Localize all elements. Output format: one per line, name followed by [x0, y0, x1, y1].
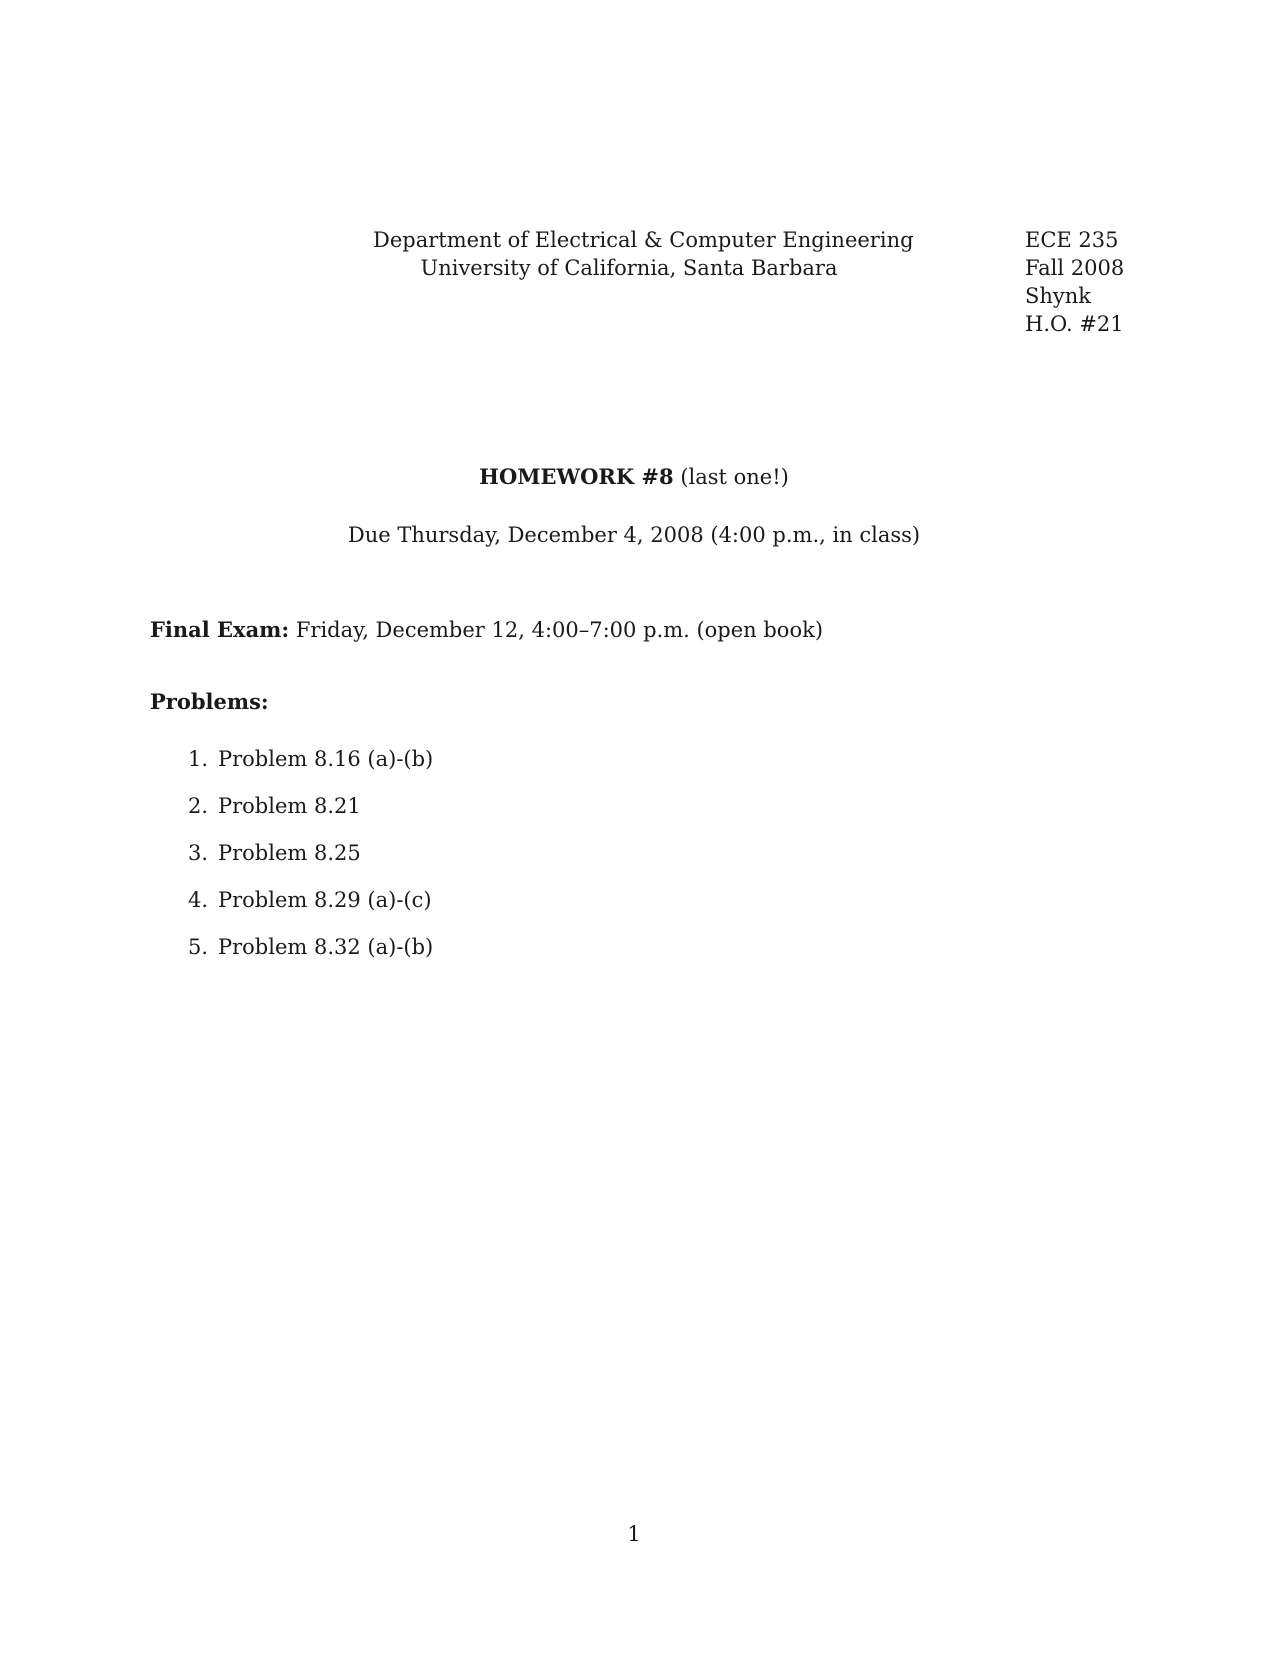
- item-number: 3.: [187, 841, 208, 865]
- handout-number: H.O. #21: [1025, 312, 1124, 336]
- list-item: [172, 886, 433, 933]
- department-name: Department of Electrical & Computer Engineering: [373, 228, 914, 252]
- homework-title: [0, 463, 1268, 491]
- final-exam-text: Friday, December 12, 4:00–7:00 p.m. (open book): [295, 618, 824, 642]
- item-text: Problem 8.29 (a)-(c): [218, 888, 432, 912]
- item-text: Problem 8.21: [218, 794, 361, 818]
- item-number: 1.: [187, 747, 208, 771]
- item-text: Problem 8.16 (a)-(b): [218, 747, 434, 771]
- item-text: Problem 8.32 (a)-(b): [218, 935, 434, 959]
- final-exam-label: Final Exam:: [150, 617, 290, 642]
- homework-title-note: (last one!): [680, 465, 789, 489]
- item-number: 5.: [187, 935, 208, 959]
- page-number: 1: [627, 1522, 641, 1546]
- list-item: [172, 839, 433, 886]
- list-item: [172, 933, 433, 980]
- list-item: [172, 792, 433, 839]
- problems-heading: Problems:: [150, 689, 269, 714]
- course-code: ECE 235: [1025, 228, 1119, 252]
- item-text: Problem 8.25: [218, 841, 361, 865]
- homework-title-main: HOMEWORK #8: [479, 464, 674, 489]
- university-name: University of California, Santa Barbara: [420, 256, 838, 280]
- due-date: Due Thursday, December 4, 2008 (4:00 p.m., in class): [347, 523, 921, 547]
- instructor: Shynk: [1025, 284, 1092, 308]
- problems-list: [172, 745, 433, 980]
- list-item: [172, 745, 433, 792]
- final-exam: [150, 616, 823, 644]
- item-number: 2.: [187, 794, 208, 818]
- term: Fall 2008: [1025, 256, 1125, 280]
- item-number: 4.: [187, 888, 208, 912]
- course-info: [1025, 226, 1124, 338]
